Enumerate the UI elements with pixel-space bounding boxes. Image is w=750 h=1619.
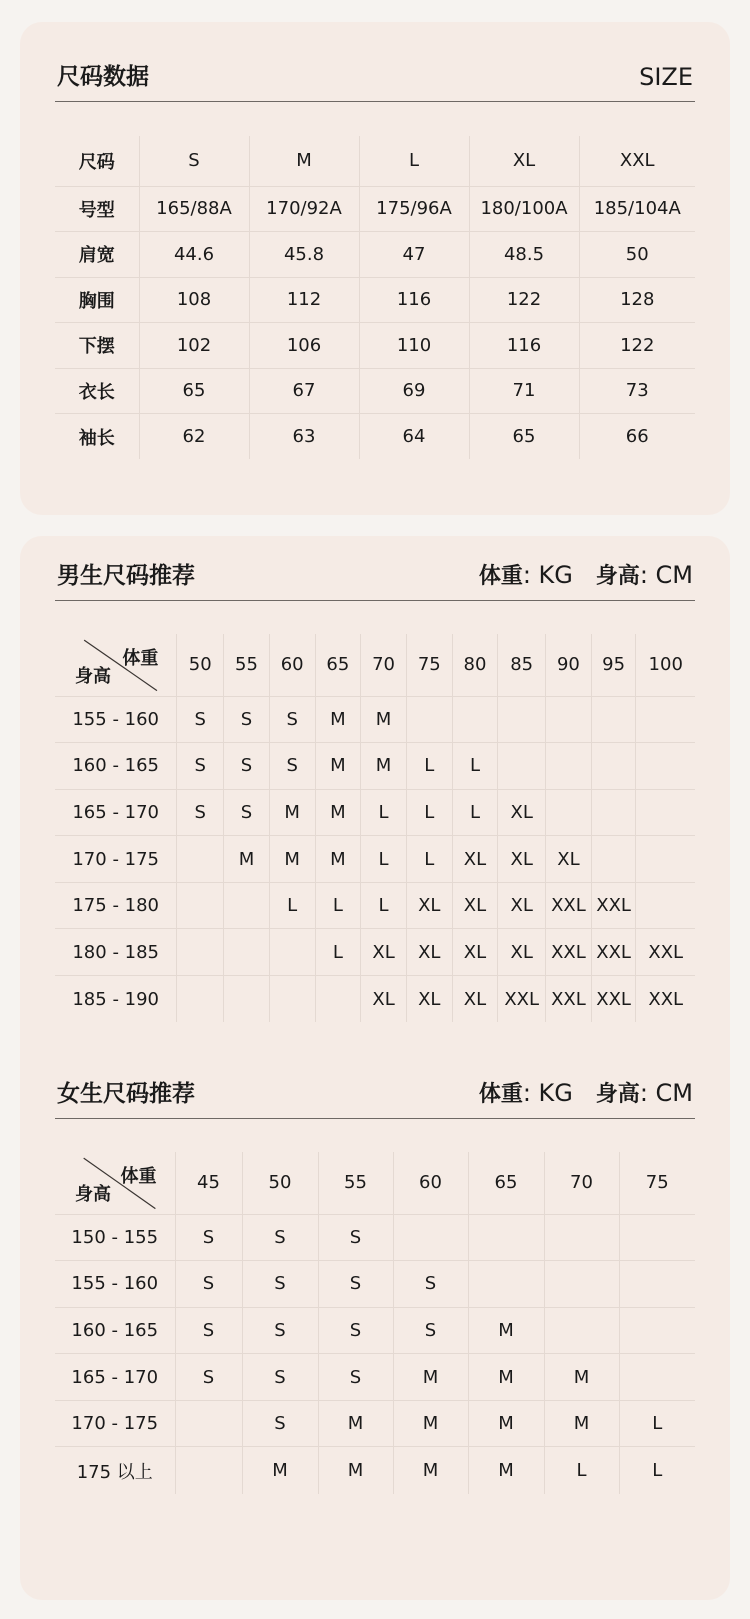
height-range-label: 175 - 180 bbox=[55, 882, 177, 929]
size-cell: XXL bbox=[591, 929, 636, 976]
size-cell bbox=[224, 882, 270, 929]
row-label: 肩宽 bbox=[55, 232, 139, 278]
table-row bbox=[55, 186, 695, 232]
size-cell bbox=[177, 976, 224, 1023]
size-cell: L bbox=[544, 1447, 619, 1494]
size-cell: S bbox=[177, 696, 224, 743]
table-cell: 122 bbox=[579, 323, 695, 369]
size-header-cell: XXL bbox=[579, 136, 695, 186]
size-header-cell: XL bbox=[469, 136, 579, 186]
size-cell: M bbox=[242, 1447, 318, 1494]
table-cell: 47 bbox=[359, 232, 469, 278]
table-cell: 64 bbox=[359, 414, 469, 460]
size-cell: XL bbox=[452, 836, 498, 883]
table-cell: 73 bbox=[579, 368, 695, 414]
size-cell bbox=[544, 1214, 619, 1261]
size-cell: XL bbox=[498, 789, 546, 836]
size-cell bbox=[175, 1447, 242, 1494]
height-range-label: 150 - 155 bbox=[55, 1214, 175, 1261]
size-cell: M bbox=[393, 1400, 468, 1447]
size-cell: M bbox=[315, 743, 361, 790]
women-corner-cell bbox=[55, 1152, 175, 1214]
size-cell bbox=[468, 1214, 544, 1261]
size-cell: S bbox=[393, 1261, 468, 1308]
size-cell bbox=[546, 696, 592, 743]
size-cell: M bbox=[468, 1354, 544, 1401]
table-row bbox=[55, 789, 695, 836]
size-cell: M bbox=[361, 743, 407, 790]
size-cell bbox=[636, 882, 695, 929]
table-cell: 102 bbox=[139, 323, 249, 369]
size-cell bbox=[591, 743, 636, 790]
weight-header-cell: 90 bbox=[546, 634, 592, 696]
table-cell: 44.6 bbox=[139, 232, 249, 278]
men-height-unit: : CM bbox=[639, 561, 693, 589]
corner-weight-label: 体重 bbox=[120, 1166, 157, 1187]
size-cell: L bbox=[619, 1400, 695, 1447]
weight-header-cell: 70 bbox=[361, 634, 407, 696]
size-cell: S bbox=[242, 1261, 318, 1308]
table-cell: 180/100A bbox=[469, 186, 579, 232]
size-header-cell: L bbox=[359, 136, 469, 186]
size-cell: XL bbox=[406, 882, 452, 929]
height-range-label: 185 - 190 bbox=[55, 976, 177, 1023]
table-row bbox=[55, 1354, 695, 1401]
size-cell: XXL bbox=[636, 929, 695, 976]
weight-header-cell: 50 bbox=[242, 1152, 318, 1214]
weight-header-cell: 75 bbox=[619, 1152, 695, 1214]
size-cell: L bbox=[452, 743, 498, 790]
women-title: 女生尺码推荐 bbox=[57, 1081, 195, 1107]
size-cell: L bbox=[452, 789, 498, 836]
diagonal-divider bbox=[55, 1152, 175, 1214]
height-range-label: 170 - 175 bbox=[55, 1400, 175, 1447]
size-cell: S bbox=[175, 1354, 242, 1401]
row-label: 袖长 bbox=[55, 414, 139, 460]
size-cell bbox=[619, 1354, 695, 1401]
men-weight-label: 体重 bbox=[478, 564, 523, 589]
table-cell: 175/96A bbox=[359, 186, 469, 232]
size-cell: M bbox=[468, 1400, 544, 1447]
size-cell: L bbox=[269, 882, 315, 929]
size-cell: S bbox=[224, 696, 270, 743]
size-cell: S bbox=[318, 1214, 393, 1261]
size-cell: S bbox=[318, 1261, 393, 1308]
table-cell: 116 bbox=[359, 277, 469, 323]
size-header-cell: M bbox=[249, 136, 359, 186]
height-range-label: 155 - 160 bbox=[55, 696, 177, 743]
height-range-label: 160 - 165 bbox=[55, 743, 177, 790]
weight-header-cell: 65 bbox=[468, 1152, 544, 1214]
corner-weight-label: 体重 bbox=[122, 648, 159, 669]
table-cell: 66 bbox=[625, 426, 649, 447]
size-cell bbox=[636, 743, 695, 790]
women-units bbox=[479, 1077, 693, 1108]
weight-header-cell: 85 bbox=[498, 634, 546, 696]
size-cell bbox=[591, 789, 636, 836]
size-cell: S bbox=[318, 1354, 393, 1401]
height-range-label: 165 - 170 bbox=[55, 1354, 175, 1401]
table-row bbox=[55, 743, 695, 790]
table-row bbox=[55, 1307, 695, 1354]
size-cell: S bbox=[177, 743, 224, 790]
women-weight-label: 体重 bbox=[478, 1082, 523, 1107]
table-cell: 116 bbox=[469, 323, 579, 369]
size-cell bbox=[406, 696, 452, 743]
size-cell: XL bbox=[406, 929, 452, 976]
size-cell: L bbox=[652, 1460, 663, 1482]
men-title: 男生尺码推荐 bbox=[57, 563, 195, 589]
size-cell bbox=[546, 743, 592, 790]
size-cell: XL bbox=[498, 882, 546, 929]
weight-header-cell: 55 bbox=[318, 1152, 393, 1214]
table-cell: 170/92A bbox=[249, 186, 359, 232]
size-cell: S bbox=[269, 743, 315, 790]
size-cell bbox=[468, 1261, 544, 1308]
size-cell bbox=[177, 882, 224, 929]
weight-header-cell: 80 bbox=[452, 634, 498, 696]
size-cell bbox=[393, 1214, 468, 1261]
size-cell bbox=[177, 836, 224, 883]
men-header-row bbox=[55, 634, 695, 696]
table-cell: 65 bbox=[469, 414, 579, 460]
size-cell: S bbox=[242, 1400, 318, 1447]
table-row bbox=[55, 929, 695, 976]
size-cell: S bbox=[224, 789, 270, 836]
size-cell: S bbox=[242, 1214, 318, 1261]
table-row bbox=[55, 1261, 695, 1308]
size-cell: XXL bbox=[591, 976, 636, 1023]
table-cell: 106 bbox=[249, 323, 359, 369]
size-data-table bbox=[55, 136, 695, 459]
size-cell: M bbox=[315, 789, 361, 836]
height-range-label: 160 - 165 bbox=[55, 1307, 175, 1354]
size-cell: L bbox=[361, 789, 407, 836]
size-cell: L bbox=[361, 882, 407, 929]
men-header bbox=[55, 550, 695, 601]
table-cell: 48.5 bbox=[469, 232, 579, 278]
table-cell: 128 bbox=[579, 277, 695, 323]
size-cell: M bbox=[269, 789, 315, 836]
size-cell bbox=[636, 696, 695, 743]
size-cell: XL bbox=[498, 836, 546, 883]
weight-header-cell: 60 bbox=[393, 1152, 468, 1214]
recommendation-card bbox=[20, 536, 730, 1600]
size-cell: XXL bbox=[591, 882, 636, 929]
size-cell: L bbox=[315, 882, 361, 929]
corner-height-label: 身高 bbox=[75, 1183, 111, 1205]
size-cell bbox=[636, 789, 695, 836]
table-cell: 62 bbox=[139, 414, 249, 460]
size-cell: M bbox=[318, 1400, 393, 1447]
men-size-table bbox=[55, 634, 695, 1022]
size-cell: M bbox=[361, 696, 407, 743]
size-data-header bbox=[55, 62, 695, 102]
height-range-label: 180 - 185 bbox=[55, 929, 177, 976]
size-cell: M bbox=[544, 1400, 619, 1447]
women-header-row bbox=[55, 1152, 695, 1214]
weight-header-cell: 60 bbox=[269, 634, 315, 696]
size-cell: M bbox=[318, 1447, 393, 1494]
table-row bbox=[55, 836, 695, 883]
size-cell bbox=[619, 1307, 695, 1354]
table-cell: 122 bbox=[469, 277, 579, 323]
weight-header-cell: 70 bbox=[544, 1152, 619, 1214]
size-cell: M bbox=[393, 1447, 468, 1494]
corner-height-label: 身高 bbox=[75, 665, 111, 687]
table-cell: 50 bbox=[579, 232, 695, 278]
size-cell: XXL bbox=[546, 882, 592, 929]
size-cell: S bbox=[318, 1307, 393, 1354]
men-height-label: 身高 bbox=[595, 564, 640, 589]
size-cell bbox=[619, 1214, 695, 1261]
size-cell: S bbox=[224, 743, 270, 790]
table-row bbox=[55, 368, 695, 414]
size-cell: S bbox=[242, 1354, 318, 1401]
size-cell: S bbox=[242, 1307, 318, 1354]
size-data-title: 尺码数据 bbox=[57, 64, 149, 90]
size-cell bbox=[544, 1307, 619, 1354]
size-cell bbox=[591, 696, 636, 743]
size-cell bbox=[619, 1261, 695, 1308]
size-cell: S bbox=[175, 1261, 242, 1308]
weight-header-cell: 75 bbox=[406, 634, 452, 696]
height-range-label: 155 - 160 bbox=[55, 1261, 175, 1308]
size-cell: XL bbox=[361, 929, 407, 976]
table-row bbox=[55, 882, 695, 929]
table-cell: 165/88A bbox=[139, 186, 249, 232]
size-header-row bbox=[55, 136, 695, 186]
size-cell bbox=[224, 929, 270, 976]
height-range-label: 175 以上 bbox=[55, 1447, 175, 1494]
size-cell bbox=[452, 696, 498, 743]
table-row bbox=[55, 976, 695, 1023]
size-cell: XL bbox=[452, 882, 498, 929]
size-cell: S bbox=[269, 696, 315, 743]
size-data-body bbox=[55, 136, 695, 459]
table-cell: 67 bbox=[249, 368, 359, 414]
size-cell: S bbox=[175, 1307, 242, 1354]
women-height-label: 身高 bbox=[595, 1082, 640, 1107]
size-label: SIZE bbox=[639, 63, 693, 91]
weight-header-cell: 50 bbox=[177, 634, 224, 696]
height-range-label: 170 - 175 bbox=[55, 836, 177, 883]
women-size-table bbox=[55, 1152, 695, 1494]
table-cell: 71 bbox=[469, 368, 579, 414]
size-cell: S bbox=[175, 1214, 242, 1261]
size-cell bbox=[224, 976, 270, 1023]
size-cell bbox=[546, 789, 592, 836]
size-cell: M bbox=[315, 696, 361, 743]
women-header bbox=[55, 1069, 695, 1119]
height-range-label: 165 - 170 bbox=[55, 789, 177, 836]
size-cell: L bbox=[406, 836, 452, 883]
table-row bbox=[55, 277, 695, 323]
table-row bbox=[55, 232, 695, 278]
size-cell: M bbox=[315, 836, 361, 883]
size-cell bbox=[269, 976, 315, 1023]
row-label: 胸围 bbox=[55, 277, 139, 323]
size-cell: XXL bbox=[498, 976, 546, 1023]
size-cell: S bbox=[393, 1307, 468, 1354]
table-cell: 108 bbox=[139, 277, 249, 323]
men-table-body bbox=[55, 634, 695, 1022]
size-header-cell: S bbox=[139, 136, 249, 186]
size-cell: XXL bbox=[546, 976, 592, 1023]
size-cell: M bbox=[393, 1354, 468, 1401]
size-cell: M bbox=[269, 836, 315, 883]
size-cell: M bbox=[468, 1307, 544, 1354]
men-units bbox=[479, 559, 693, 590]
size-cell: XXL bbox=[648, 988, 684, 1010]
table-row bbox=[55, 1400, 695, 1447]
size-cell bbox=[315, 976, 361, 1023]
table-row bbox=[55, 1447, 695, 1494]
table-cell: 110 bbox=[359, 323, 469, 369]
size-cell bbox=[177, 929, 224, 976]
size-cell bbox=[636, 836, 695, 883]
table-cell: 63 bbox=[249, 414, 359, 460]
size-cell: XL bbox=[361, 976, 407, 1023]
size-cell: S bbox=[177, 789, 224, 836]
size-cell: XL bbox=[498, 929, 546, 976]
size-cell: XL bbox=[546, 836, 592, 883]
weight-header-cell: 95 bbox=[591, 634, 636, 696]
size-cell bbox=[498, 696, 546, 743]
table-cell: 112 bbox=[249, 277, 359, 323]
size-data-card bbox=[20, 22, 730, 515]
size-cell: L bbox=[315, 929, 361, 976]
table-cell: 45.8 bbox=[249, 232, 359, 278]
size-cell: M bbox=[224, 836, 270, 883]
size-cell: XL bbox=[452, 929, 498, 976]
weight-header-cell: 100 bbox=[636, 634, 695, 696]
size-cell: L bbox=[406, 789, 452, 836]
women-table-body bbox=[55, 1152, 695, 1494]
size-cell bbox=[269, 929, 315, 976]
size-cell: L bbox=[406, 743, 452, 790]
size-cell: M bbox=[468, 1447, 544, 1494]
size-header-label: 尺码 bbox=[55, 136, 139, 186]
size-cell bbox=[175, 1400, 242, 1447]
size-cell: XL bbox=[406, 976, 452, 1023]
size-cell: L bbox=[361, 836, 407, 883]
table-cell: 65 bbox=[139, 368, 249, 414]
men-corner-cell bbox=[55, 634, 177, 696]
table-row bbox=[55, 1214, 695, 1261]
men-weight-unit: : KG bbox=[522, 561, 573, 589]
size-cell: XXL bbox=[546, 929, 592, 976]
weight-header-cell: 45 bbox=[175, 1152, 242, 1214]
weight-header-cell: 65 bbox=[315, 634, 361, 696]
table-row bbox=[55, 414, 695, 460]
women-height-unit: : CM bbox=[639, 1079, 693, 1107]
table-row bbox=[55, 323, 695, 369]
table-cell: 185/104A bbox=[579, 186, 695, 232]
size-cell: XL bbox=[452, 976, 498, 1023]
row-label: 衣长 bbox=[55, 368, 139, 414]
size-cell: M bbox=[544, 1354, 619, 1401]
table-cell: 69 bbox=[359, 368, 469, 414]
women-weight-unit: : KG bbox=[522, 1079, 573, 1107]
size-cell bbox=[498, 743, 546, 790]
size-cell bbox=[544, 1261, 619, 1308]
row-label: 下摆 bbox=[55, 323, 139, 369]
row-label: 号型 bbox=[55, 186, 139, 232]
size-cell bbox=[591, 836, 636, 883]
table-row bbox=[55, 696, 695, 743]
weight-header-cell: 55 bbox=[224, 634, 270, 696]
